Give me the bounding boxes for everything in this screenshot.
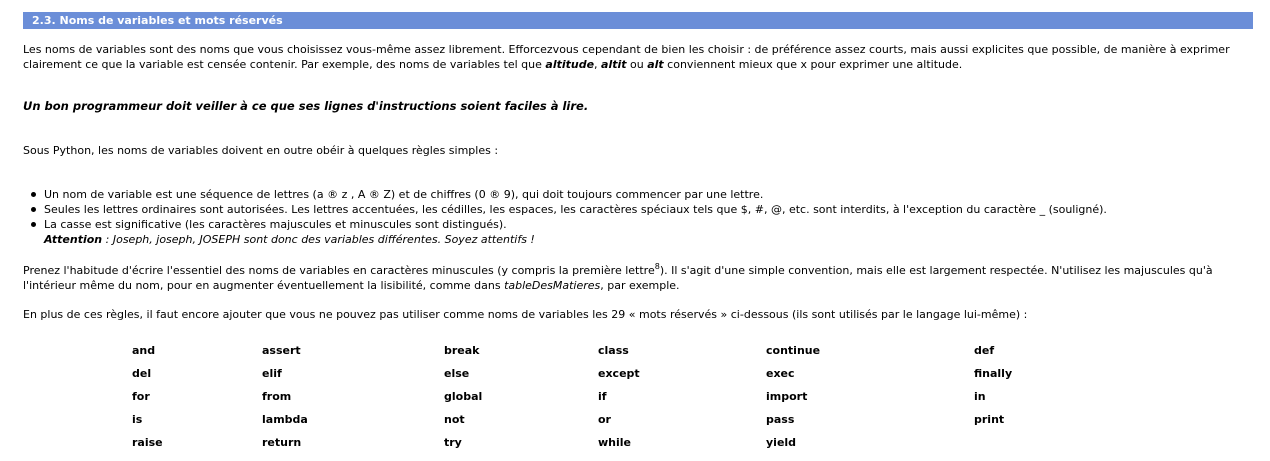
keyword-cell: print bbox=[974, 413, 1005, 426]
table-row bbox=[128, 339, 1078, 362]
rule-text: La casse est significative (les caractères majuscules et minuscules sont distingués). bbox=[44, 218, 507, 231]
habit-text: Prenez l'habitude d'écrire l'essentiel des noms de variables en caractères minuscules (y compris la première lettre bbox=[23, 264, 655, 277]
keyword-cell: yield bbox=[766, 436, 797, 449]
table-row bbox=[128, 385, 1078, 408]
habit-text-middle: ). Il s'agit d'une simple convention, mais elle est largement respectée. N'utilisez les majuscules qu'à l'intérieur même du nom, pour en augmenter éventuellement la lisibilité, comme dans bbox=[23, 264, 1213, 292]
keyword-cell: not bbox=[444, 413, 465, 426]
keyword-cell: and bbox=[132, 344, 156, 357]
reserved-words-table bbox=[128, 339, 1078, 454]
keyword-cell: for bbox=[132, 390, 150, 403]
footnote-marker[interactable]: 8 bbox=[654, 262, 660, 271]
keyword-cell: break bbox=[444, 344, 480, 357]
attention-text: : Joseph, joseph, JOSEPH sont donc des variables différentes. Soyez attentifs ! bbox=[102, 233, 535, 246]
keyword-cell: in bbox=[974, 390, 986, 403]
rule-item: Seules les lettres ordinaires sont autorisées. Les lettres accentuées, les cédilles, les espaces, les caractères spéciaux tels que $, #, @, etc. sont interdits, à l'exception du caractère _ (souligné). bbox=[44, 202, 1270, 217]
example-altitude: altitude bbox=[545, 58, 595, 71]
table-row bbox=[128, 362, 1078, 385]
attention-label: Attention bbox=[44, 233, 103, 246]
example-alt: alt bbox=[647, 58, 664, 71]
intro-text: Les noms de variables sont des noms que vous choisissez vous-même assez librement. Efforcezvous cependant de bien les choisir : de préférence assez courts, mais aussi explicites que possible, de manière à exprimer clairement ce que la variable est censée contenir. Par exemple, des noms de variables tel que bbox=[23, 43, 1230, 71]
keyword-cell: finally bbox=[974, 367, 1013, 380]
table-row bbox=[128, 408, 1078, 431]
habit-text-end: , par exemple. bbox=[600, 279, 680, 292]
keyword-cell bbox=[970, 431, 1078, 454]
keyword-cell: del bbox=[132, 367, 152, 380]
keyword-cell: from bbox=[262, 390, 292, 403]
keyword-cell: def bbox=[974, 344, 995, 357]
rules-list bbox=[23, 187, 1270, 247]
intro-separator: , bbox=[594, 58, 602, 71]
keyword-cell: return bbox=[262, 436, 302, 449]
keyword-cell: exec bbox=[766, 367, 795, 380]
intro-text-end: conviennent mieux que x pour exprimer une altitude. bbox=[663, 58, 963, 71]
habit-paragraph bbox=[23, 263, 1253, 293]
keyword-cell: if bbox=[598, 390, 607, 403]
reserved-words-intro: En plus de ces règles, il faut encore ajouter que vous ne pouvez pas utiliser comme noms de variables les 29 « mots réservés » ci-dessous (ils sont utilisés par le langage lui-même) : bbox=[23, 308, 1028, 321]
keyword-cell: or bbox=[598, 413, 611, 426]
keyword-cell: global bbox=[444, 390, 483, 403]
intro-paragraph bbox=[23, 42, 1253, 72]
section-title: 2.3. Noms de variables et mots réservés bbox=[23, 12, 1253, 29]
keyword-cell: assert bbox=[262, 344, 301, 357]
rules-intro-paragraph: Sous Python, les noms de variables doivent en outre obéir à quelques règles simples : bbox=[23, 144, 499, 157]
keyword-cell: raise bbox=[132, 436, 163, 449]
example-altit: altit bbox=[601, 58, 627, 71]
keyword-cell: is bbox=[132, 413, 143, 426]
table-row bbox=[128, 431, 1078, 454]
intro-separator: ou bbox=[626, 58, 648, 71]
habit-example: tableDesMatieres bbox=[504, 279, 601, 292]
keyword-cell: pass bbox=[766, 413, 795, 426]
keyword-cell: continue bbox=[766, 344, 821, 357]
keyword-cell: try bbox=[444, 436, 462, 449]
keyword-cell: elif bbox=[262, 367, 282, 380]
keyword-cell: except bbox=[598, 367, 640, 380]
keyword-cell: else bbox=[444, 367, 470, 380]
keyword-cell: lambda bbox=[262, 413, 308, 426]
rule-item bbox=[44, 217, 1270, 247]
rule-item: Un nom de variable est une séquence de lettres (a ® z , A ® Z) et de chiffres (0 ® 9), qui doit toujours commencer par une lettre. bbox=[44, 187, 1270, 202]
keyword-cell: import bbox=[766, 390, 808, 403]
keyword-cell: class bbox=[598, 344, 629, 357]
advice-paragraph: Un bon programmeur doit veiller à ce que ses lignes d'instructions soient faciles à lire. bbox=[23, 99, 589, 113]
keyword-cell: while bbox=[598, 436, 631, 449]
